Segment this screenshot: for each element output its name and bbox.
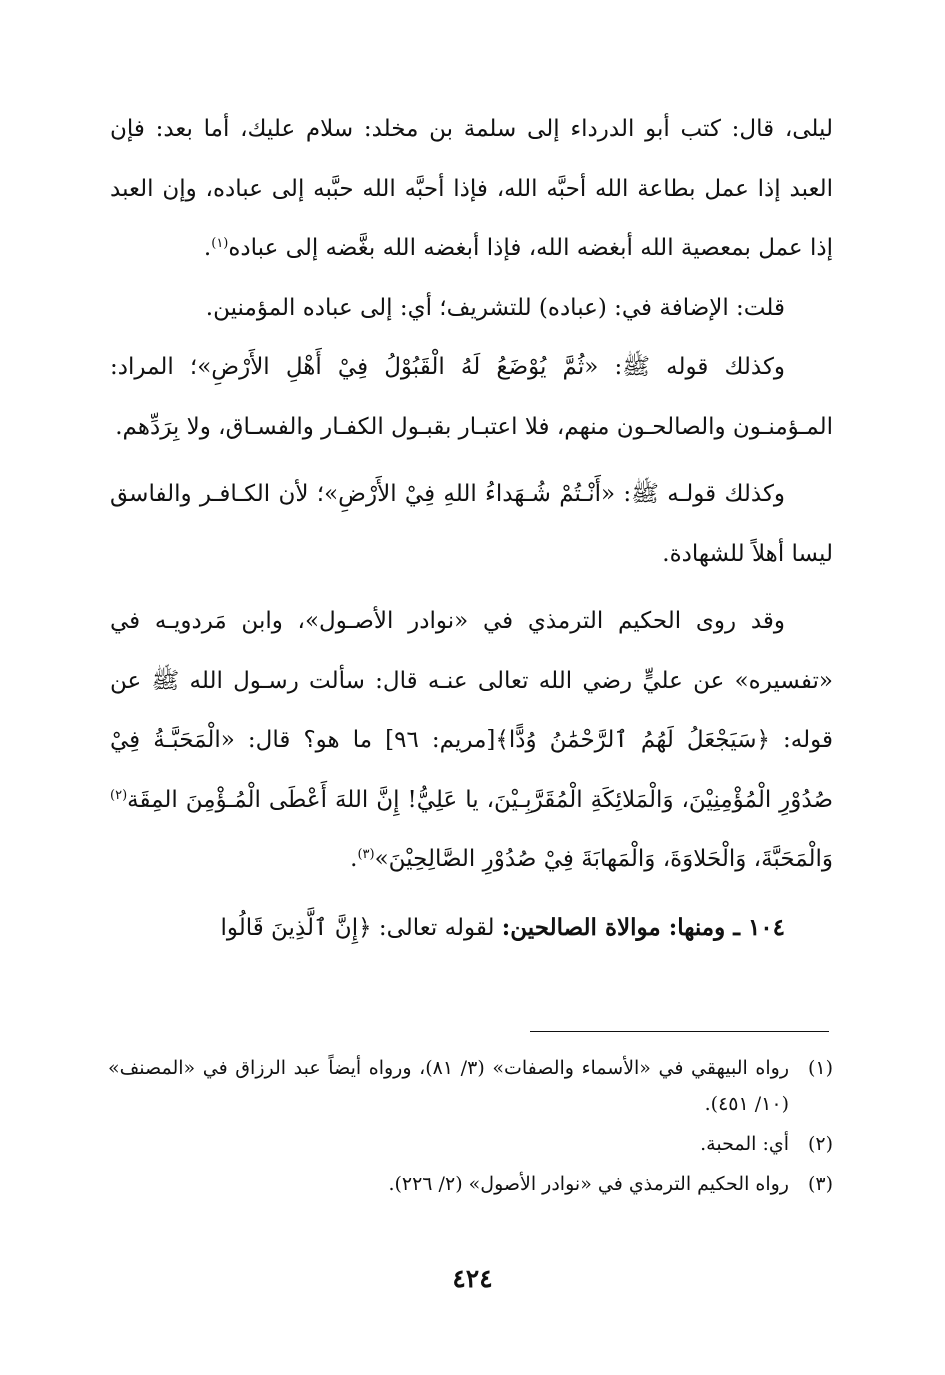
paragraph-1-end: . <box>203 235 212 261</box>
footnote-divider <box>530 1031 829 1032</box>
footnote-text: رواه الحكيم الترمذي في «نوادر الأصول» (٢/ ٢٢٦). <box>388 1173 789 1195</box>
paragraph-6-text: لقوله تعالى: ﴿إِنَّ ٱلَّذِينَ قَالُوا <box>220 914 502 941</box>
paragraph-5-end: . <box>350 846 358 872</box>
page-number: ٤٢٤ <box>452 1264 493 1293</box>
footnote-2 <box>108 1126 833 1162</box>
footnote-text: أي: المحبة. <box>700 1133 789 1155</box>
paragraph-4: وكذلك قولـه ﷺ: «أَنْـتُمْ شُـهَداءُ اللهِ فِيْ الأَرْضِ»؛ لأن الكـافـر والفاسق ليسا أهلاً للشهادة. <box>110 481 833 567</box>
footnote-1 <box>108 1050 833 1122</box>
main-text <box>110 100 833 958</box>
footnote-number: (٣) <box>807 1173 833 1195</box>
paragraph-2: قلت: الإضافة في: (عباده) للتشريف؛ أي: إلى عباده المؤمنين. <box>205 294 785 321</box>
footnote-number: (١) <box>807 1057 833 1079</box>
footnote-3 <box>108 1166 833 1202</box>
footnote-ref-2: (٢) <box>110 787 128 803</box>
section-heading: ١٠٤ ـ ومنها: موالاة الصالحين: <box>501 913 785 941</box>
footnotes <box>108 1050 833 1206</box>
paragraph-5-text-b: وَالْمَحَبَّةَ، وَالْحَلاوَةَ، وَالْمَهابَةَ فِيْ صُدُوْرِ الصَّالِحِيْنَ» <box>374 846 833 872</box>
paragraph-6 <box>110 898 833 959</box>
paragraph-1 <box>110 100 833 279</box>
footnote-ref-1: (١) <box>211 236 229 251</box>
footnote-number: (٢) <box>807 1133 833 1155</box>
paragraph-3: وكذلك قوله ﷺ: «ثُمَّ يُوْضَعُ لَهُ الْقَبُوْلُ فِيْ أَهْلِ الأَرْضِ»؛ المراد: المـؤمنـون والصالحـون منهم، فلا اعتبـار بقبـول الكفـار والفسـاق، ولا بِرَدِّهم. <box>110 354 833 440</box>
footnote-text: رواه البيهقي في «الأسماء والصفات» (٣/ ٨١)، ورواه أيضاً عبد الرزاق في «المصنف» (١٠/ ٤٥١). <box>108 1057 789 1115</box>
paragraph-1-text: ليلى، قال: كتب أبو الدرداء إلى سلمة بن مخلد: سلام عليك، أما بعد: فإن العبد إذا عمل بطاعة الله أحبَّه الله، فإذا أحبَّه الله حبَّبه إلى عباده، وإن العبد إذا عمل بمعصية الله أبغضه الله، فإذا أبغضه الله بغَّضه إلى عباده <box>110 116 833 261</box>
paragraph-5-text-a: وقد روى الحكيم الترمذي في «نوادر الأصـول»، وابن مَردويـه في «تفسيره» عن عليٍّ رضي الله تعالى عنـه قال: سألت رسـول الله ﷺ عن قوله: ﴿سَيَجْعَلُ لَهُمُ ٱلرَّحْمَٰنُ وُدًّا﴾[مريم: ٩٦] ما هو؟ قال: «الْمَحَبَّـةُ فِيْ صُدُوْرِ الْمُؤْمِنِيْنَ، وَالْمَلائِكَةِ الْمُقَرَّبِـيْنَ، يا عَلِيُّ! إِنَّ اللهَ أَعْطَى الْمُـؤْمِنَ المِقَة <box>110 608 834 813</box>
paragraph-5 <box>110 592 833 890</box>
footnote-ref-3: (٣) <box>357 847 375 862</box>
